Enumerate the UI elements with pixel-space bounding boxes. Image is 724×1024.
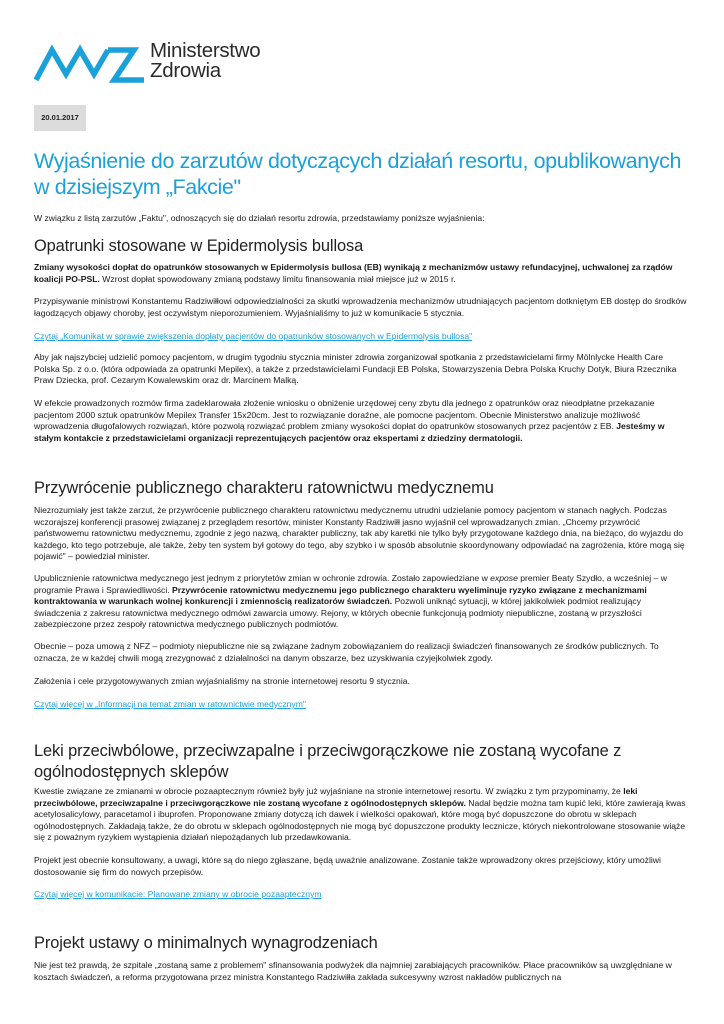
text: premier Beaty Szydło, a wcześniej – w programie Prawa i Sprawiedliwości. <box>34 573 667 595</box>
bold-text: leki przeciwbólowe, przeciwzapalne i przeciwgorączkowe nie zostaną wycofane z ogólnodostępnych sklepów. <box>34 786 638 808</box>
bold-text: Jesteśmy w stałym kontakcie z przedstawicielami organizacji reprezentujących pacjentów oraz ekspertami z dziedziny dermatologii. <box>34 421 665 443</box>
section-painkillers-link-paragraph <box>34 889 690 901</box>
page-title: Wyjaśnienie do zarzutów dotyczących działań resortu, opublikowanych w dzisiejszym „Fakcie" <box>34 149 682 199</box>
otc-changes-link[interactable]: Czytaj więcej w komunikacie: Planowane zmiany w obrocie pozaaptecznym <box>34 889 322 899</box>
text: Upublicznienie ratownictwa medycznego jest jednym z priorytetów zmian w ochronie zdrowia. Zostało zapowiedziane w <box>34 573 491 583</box>
section-emergency-paragraph-1: Niezrozumiały jest także zarzut, że przywrócenie publicznego charakteru ratownictwu medycznemu utrudni udzielanie pomocy pacjentom w stanach nagłych. Podczas wczorajszej konferencji prasowej związanej z przeglądem resortów, minister Konstanty Radziwiłł jasno wyjaśnił cel wprowadzanych zmian. „Chcemy przywrócić państwowemu ratownictwu medycznemu, zgodnie z jego nazwą, charakter publiczny, tak aby karetki nie tylko były przygotowane każdego dnia, na bieżąco, do wyjazdu do każdego, kto tego potrzebuje, ale także, żeby ten system był gotowy do tego, aby szybko i w sposób absolutnie skoordynowany odpowiadać na zagrożenia, które mogą się pojawić" – powiedział minister. <box>34 505 685 562</box>
section-dressings-paragraph-1 <box>34 262 690 285</box>
section-wages-paragraph-1: Nie jest też prawdą, że szpitale „zostaną same z problemem" sfinansowania podwyżek dla najmniej zarabiających pracowników. Płace pracowników są uwzględniane w kosztach świadczeń, a reforma przygotowana przez ministra Konstantego Radziwiłła zakłada sukcesywny wzrost nakładów publicznych na <box>34 960 672 982</box>
emergency-info-link[interactable]: Czytaj więcej w „Informacji na temat zmian w ratownictwie medycznym" <box>34 699 306 709</box>
section-emergency-paragraph-2 <box>34 573 690 631</box>
text: Kwestie związane ze zmianami w obrocie pozaaptecznym również były już wyjaśniane na stronie internetowej resortu. W związku z tym przypominamy, że <box>34 786 624 796</box>
section-emergency-link-paragraph <box>34 699 690 711</box>
section-dressings-paragraph-3: Aby jak najszybciej udzielić pomocy pacjentom, w drugim tygodniu stycznia minister zdrowia zorganizował spotkania z przedstawicielami firmy Mölnlycke Health Care Polska Sp. z o.o. (która odpowiada za opatrunki Mepilex), a także z przedstawicielami Fundacji EB Polska, Stowarzyszenia Debra Polska Kruchy Dotyk, Biura Rzecznika Praw Dziecka, prof. Cezarym Kowalewskim oraz dr. Marcinem Malką. <box>34 352 677 386</box>
ministry-zigzag-logo-icon <box>34 44 146 84</box>
section-painkillers-paragraph-2: Projekt jest obecnie konsultowany, a uwagi, które są do niego zgłaszane, będą uważnie analizowane. Zostanie także wprowadzony okres przejściowy, który umożliwi dostosowanie się firm do nowych przepisów. <box>34 855 661 877</box>
ministry-logo[interactable] <box>34 20 274 86</box>
section-emergency-paragraph-3: Obecnie – poza umową z NFZ – podmioty niepubliczne nie są związane żadnym zobowiązaniem do realizacji świadczeń finansowanych ze środków publicznych. To oznacza, że w każdej chwili mogą zrezygnować z działalności na danym obszarze, bez uzyskiwania czyjejkolwiek zgody. <box>34 641 659 663</box>
bold-text: Przywrócenie ratownictwu medycznemu jego publicznego charakteru wyeliminuje ryzyko związane z mechanizmami kontraktowania w warunkach wolnej konkurencji i zmiennością realizatorów świadczeń. <box>34 584 647 607</box>
date-badge: 20.01.2017 <box>34 105 86 131</box>
text: Pozwoli uniknąć sytuacji, w której jakikolwiek podmiot realizujący świadczenia z zakresu ratownictwa medycznego odmówi zawarcia umowy. Rejony, w których obecnie funkcjonują podmioty niepubliczne, zostaną w przyszłości zabezpieczone przez zespoły ratownictwa medycznego publicznych podmiotów. <box>34 596 642 630</box>
section-emergency-paragraph-4: Założenia i cele przygotowywanych zmian wyjaśnialiśmy na stronie internetowej resortu 9 stycznia. <box>34 676 410 686</box>
section-dressings-paragraph-4 <box>34 398 690 444</box>
text: Wzrost dopłat spowodowany zmianą podstawy limitu finansowania miał miejsce już w 2015 r. <box>99 273 456 284</box>
section-heading-wages: Projekt ustawy o minimalnych wynagrodzeniach <box>34 934 378 952</box>
logo-line2: Zdrowia <box>150 59 221 82</box>
section-painkillers-paragraph-1 <box>34 786 690 844</box>
bold-text: Zmiany wysokości dopłat do opatrunków stosowanych w Epidermolysis bullosa (EB) wynikają z mechanizmów ustawy refundacyjnej, uchwalonej za rządów koalicji PO-PSL. <box>34 262 673 284</box>
intro-paragraph: W związku z listą zarzutów „Faktu", odnoszących się do działań resortu zdrowia, przedstawiamy poniższe wyjaśnienia: <box>34 213 485 223</box>
dressings-communique-link[interactable]: Czytaj „Komunikat w sprawie zwiększenia dopłaty pacjentów do opatrunków stosowanych w Epidermolysis bullosa" <box>34 331 473 341</box>
section-heading-emergency: Przywrócenie publicznego charakteru ratownictwu medycznemu <box>34 479 494 497</box>
logo-line1: Ministerstwo <box>150 39 261 62</box>
text: Nadal będzie można tam kupić leki, które zawierają kwas acetylosalicylowy, paracetamol i ibuprofen. Proponowane zmiany dotyczą ich dawek i wielkości opakowań, które mogą być dopuszczone do obrotu w sklepach ogólnodostępnych. Zakładają także, że do obrotu w sklepach ogólnodostępnych nie mogą być dopuszczone produkty lecznicze, których niekontrolowane stosowanie wiąże się z poważnym ryzykiem wystąpienia działań niepożądanych lub przedawkowania. <box>34 797 686 843</box>
section-dressings-link-paragraph <box>34 331 690 343</box>
section-dressings-paragraph-2: Przypisywanie ministrowi Konstantemu Radziwiłłowi odpowiedzialności za skutki wprowadzenia mechanizmów utrudniających pacjentom dotkniętym EB dostęp do środków łagodzących objawy choroby, jest oczywistym nieporozumieniem. Wyjaśnialiśmy to już w komunikacie 5 stycznia. <box>34 296 687 318</box>
section-heading-dressings: Opatrunki stosowane w Epidermolysis bullosa <box>34 237 364 255</box>
section-heading-painkillers: Leki przeciwbólowe, przeciwzapalne i przeciwgorączkowe nie zostaną wycofane z ogólnodostępnych sklepów <box>34 742 622 781</box>
logo-wordmark <box>150 41 260 81</box>
italic-text: expose <box>490 573 518 583</box>
text: W efekcie prowadzonych rozmów firma zadeklarowała złożenie wniosku o obniżenie urzędowej ceny zbytu dla jednego z opatrunków oraz nieodpłatne przekazanie pacjentom 2000 sztuk opatrunków Mepilex Transfer 15x20cm. Jest to rozwiązanie doraźne, ale pomocne pacjentom. Obecnie Ministerstwo analizuje możliwość wprowadzenia długofalowych rozwiązań, które pozwolą rozwiązać problem zmiany wysokości dopłat do opatrunków stosowanych przez pacjentów z EB. <box>34 398 655 432</box>
